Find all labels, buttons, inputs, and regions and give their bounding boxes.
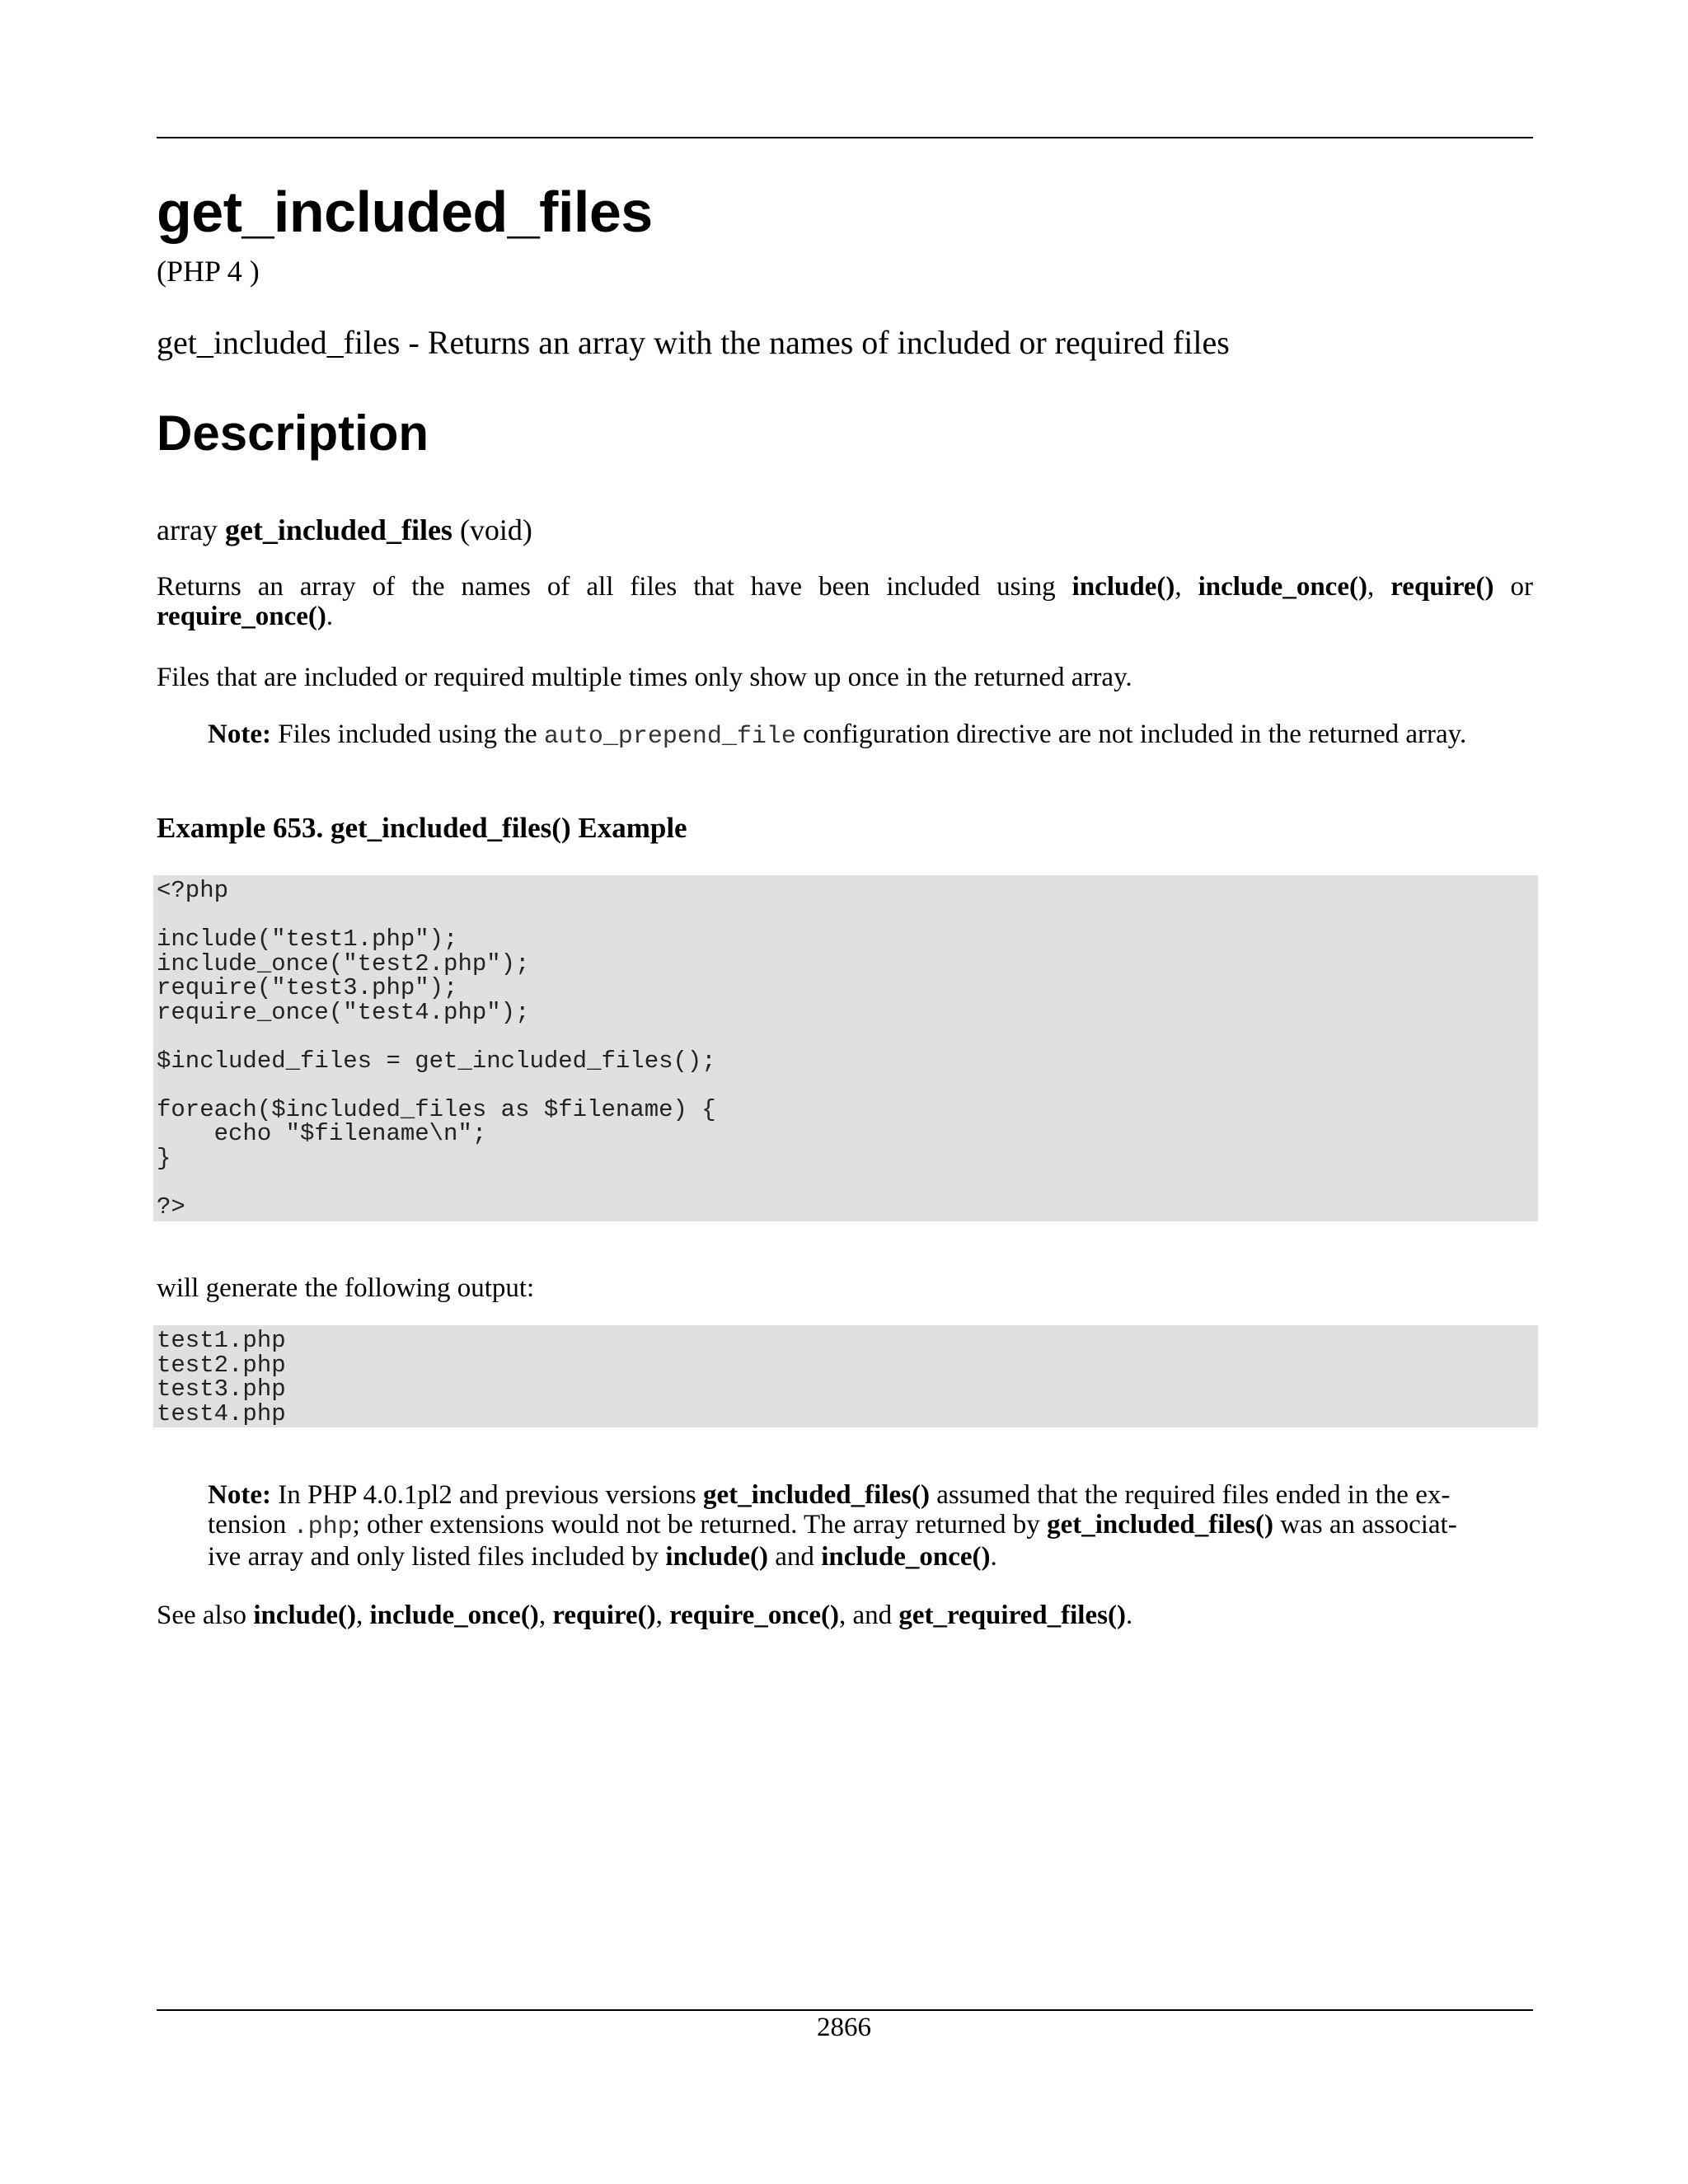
function-params: (void)	[459, 513, 532, 546]
note-label: Note:	[208, 1480, 271, 1510]
inline-code: auto_prepend_file	[543, 723, 796, 751]
header-rule	[157, 137, 1533, 138]
function-link[interactable]: require_once()	[669, 1601, 839, 1630]
function-link[interactable]: get_required_files()	[898, 1601, 1126, 1630]
description-paragraph-2: Files that are included or required multiple times only show up once in the returned array.	[157, 663, 1132, 692]
function-link[interactable]: get_included_files()	[702, 1480, 930, 1510]
example-code-block: <?php include("test1.php"); include_once("test2.php"); require("test3.php"); require_once("test4.php"); $included_files = get_included_files(); foreach($included_files as $filename) { echo "$filename\n"; } ?>	[153, 875, 1538, 1221]
function-link[interactable]: include()	[1071, 572, 1175, 602]
function-link[interactable]: require_once()	[157, 602, 326, 631]
ref-purpose: get_included_files - Returns an array with the names of included or required files	[157, 324, 1230, 361]
note-php-version: Note: In PHP 4.0.1pl2 and previous versions get_included_files() assumed that the required files ended in the ex- tension .php; other extensions would not be returned. The array returned by get_included_files() was an associat- ive array and only listed files included by include() and include_once().	[208, 1480, 1457, 1572]
function-link[interactable]: require()	[552, 1601, 656, 1630]
function-name: get_included_files	[224, 513, 452, 546]
function-link[interactable]: include_once()	[821, 1542, 991, 1572]
inline-code: .php	[293, 1513, 353, 1541]
function-link[interactable]: require()	[1390, 572, 1494, 602]
output-intro: will generate the following output:	[157, 1273, 535, 1303]
output-code-block: test1.php test2.php test3.php test4.php	[153, 1325, 1538, 1427]
example-title: Example 653. get_included_files() Example	[157, 812, 687, 844]
function-link[interactable]: include_once()	[369, 1601, 539, 1630]
return-type: array	[157, 513, 218, 546]
function-link[interactable]: include_once()	[1198, 572, 1367, 602]
function-link[interactable]: include()	[665, 1542, 769, 1572]
page-number: 2866	[817, 2013, 871, 2042]
footer-rule	[157, 2009, 1533, 2011]
note-label: Note:	[208, 719, 271, 749]
see-also: See also include(), include_once(), require(), require_once(), and get_required_files().	[157, 1601, 1133, 1630]
description-paragraph: Returns an array of the names of all files that have been included using include(), include_once(), require() or require_once().	[157, 572, 1534, 631]
note-auto-prepend: Note: Files included using the auto_prepend_file configuration directive are not included in the returned array.	[208, 719, 1467, 751]
function-link[interactable]: include()	[253, 1601, 356, 1630]
function-link[interactable]: get_included_files()	[1047, 1510, 1274, 1540]
function-synopsis	[157, 513, 532, 547]
section-heading-description: Description	[157, 405, 429, 461]
page-title: get_included_files	[157, 180, 653, 244]
php-version: (PHP 4 )	[157, 255, 260, 288]
